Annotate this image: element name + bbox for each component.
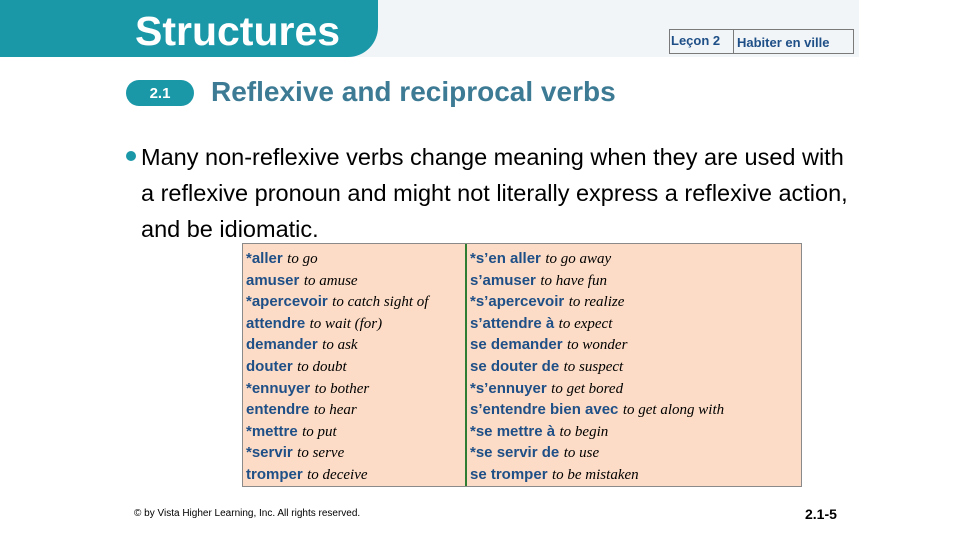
non-reflexive-verb-definition: to doubt — [297, 358, 347, 375]
bullet-icon — [126, 151, 136, 161]
non-reflexive-verb-definition: to bother — [314, 380, 370, 397]
copyright-notice: © by Vista Higher Learning, Inc. All rights reserved. — [134, 508, 361, 519]
non-reflexive-verb-row — [246, 334, 465, 356]
reflexive-verb: s’amuser — [470, 271, 536, 289]
non-reflexive-verb-row — [246, 421, 465, 443]
reflexive-verb-row — [470, 378, 801, 400]
non-reflexive-verb-row — [246, 270, 465, 292]
reflexive-verb: *s’en aller — [470, 250, 541, 267]
reflexive-verb-definition: to wonder — [567, 337, 628, 354]
reflexive-verb: *s’apercevoir — [470, 293, 565, 311]
reflexive-verb: *se mettre à — [470, 422, 556, 440]
non-reflexive-verb-definition: to ask — [322, 337, 358, 354]
reflexive-verb-definition: to be mistaken — [551, 466, 639, 483]
reflexive-column — [467, 244, 801, 486]
reflexive-verb-definition: to go away — [545, 251, 612, 267]
reflexive-verb-row — [470, 334, 801, 356]
non-reflexive-verb-row — [246, 313, 465, 335]
non-reflexive-verb-definition: to deceive — [307, 466, 368, 483]
reflexive-verb-definition: to begin — [559, 423, 609, 440]
slide-number: 2.1-5 — [805, 506, 837, 522]
non-reflexive-verb-definition: to hear — [313, 402, 357, 419]
non-reflexive-verb: tromper — [246, 465, 303, 483]
non-reflexive-verb-row — [246, 248, 465, 270]
non-reflexive-verb: *ennuyer — [246, 379, 311, 397]
reflexive-verb: se douter de — [470, 357, 560, 375]
verb-table — [242, 243, 802, 487]
reflexive-verb-row — [470, 356, 801, 378]
reflexive-verb-definition: to expect — [558, 315, 613, 332]
reflexive-verb: *s’ennuyer — [470, 379, 547, 397]
non-reflexive-verb-definition: to put — [302, 423, 337, 440]
reflexive-verb-definition: to suspect — [563, 358, 624, 375]
non-reflexive-column — [243, 244, 467, 486]
section-title: Reflexive and reciprocal verbs — [211, 76, 616, 107]
reflexive-verb-row — [470, 313, 801, 335]
non-reflexive-verb-row — [246, 442, 465, 464]
reflexive-verb-row — [470, 421, 801, 443]
non-reflexive-verb: amuser — [246, 271, 300, 289]
reflexive-verb: se tromper — [470, 465, 548, 483]
reflexive-verb: *se servir de — [470, 444, 560, 462]
reflexive-verb-definition: to use — [563, 445, 600, 462]
non-reflexive-verb-row — [246, 356, 465, 378]
reflexive-verb-row — [470, 399, 801, 421]
non-reflexive-verb: *aller — [246, 250, 283, 267]
non-reflexive-verb: douter — [246, 357, 293, 375]
bullet-text: Many non-reflexive verbs change meaning when they are used with a reflexive pronoun and might not literally express a reflexive action, and be idiomatic. — [141, 144, 848, 242]
non-reflexive-verb-row — [246, 291, 465, 313]
reflexive-verb: se demander — [470, 336, 563, 354]
reflexive-verb-definition: to get bored — [551, 380, 624, 397]
reflexive-verb-row — [470, 270, 801, 292]
non-reflexive-verb: *mettre — [246, 422, 298, 440]
non-reflexive-verb-definition: to wait (for) — [309, 315, 383, 332]
non-reflexive-verb-definition: to catch sight of — [332, 294, 429, 311]
reflexive-verb-row — [470, 248, 801, 270]
non-reflexive-verb-row — [246, 378, 465, 400]
lesson-label: Leçon 2 — [670, 30, 734, 53]
non-reflexive-verb: attendre — [246, 314, 306, 332]
title-banner — [0, 0, 378, 57]
reflexive-verb-row — [470, 464, 801, 486]
non-reflexive-verb-row — [246, 464, 465, 486]
non-reflexive-verb: *servir — [246, 444, 293, 462]
non-reflexive-verb-definition: to amuse — [303, 272, 358, 289]
reflexive-verb-definition: to get along with — [622, 402, 725, 419]
reflexive-verb-row — [470, 291, 801, 313]
non-reflexive-verb-definition: to go — [287, 251, 318, 267]
reflexive-verb: s’entendre bien avec — [470, 401, 619, 419]
page-title: Structures — [135, 8, 341, 54]
section-number-badge: 2.1 — [126, 80, 194, 106]
reflexive-verb-definition: to have fun — [540, 272, 607, 289]
non-reflexive-verb: demander — [246, 336, 318, 354]
reflexive-verb: s’attendre à — [470, 314, 555, 332]
non-reflexive-verb-definition: to serve — [297, 445, 345, 462]
non-reflexive-verb: *apercevoir — [246, 293, 328, 311]
reflexive-verb-row — [470, 442, 801, 464]
reflexive-verb-definition: to realize — [568, 294, 625, 311]
lesson-title: Habiter en ville — [737, 35, 830, 50]
non-reflexive-verb-row — [246, 399, 465, 421]
lesson-indicator — [669, 29, 854, 54]
non-reflexive-verb: entendre — [246, 401, 310, 419]
